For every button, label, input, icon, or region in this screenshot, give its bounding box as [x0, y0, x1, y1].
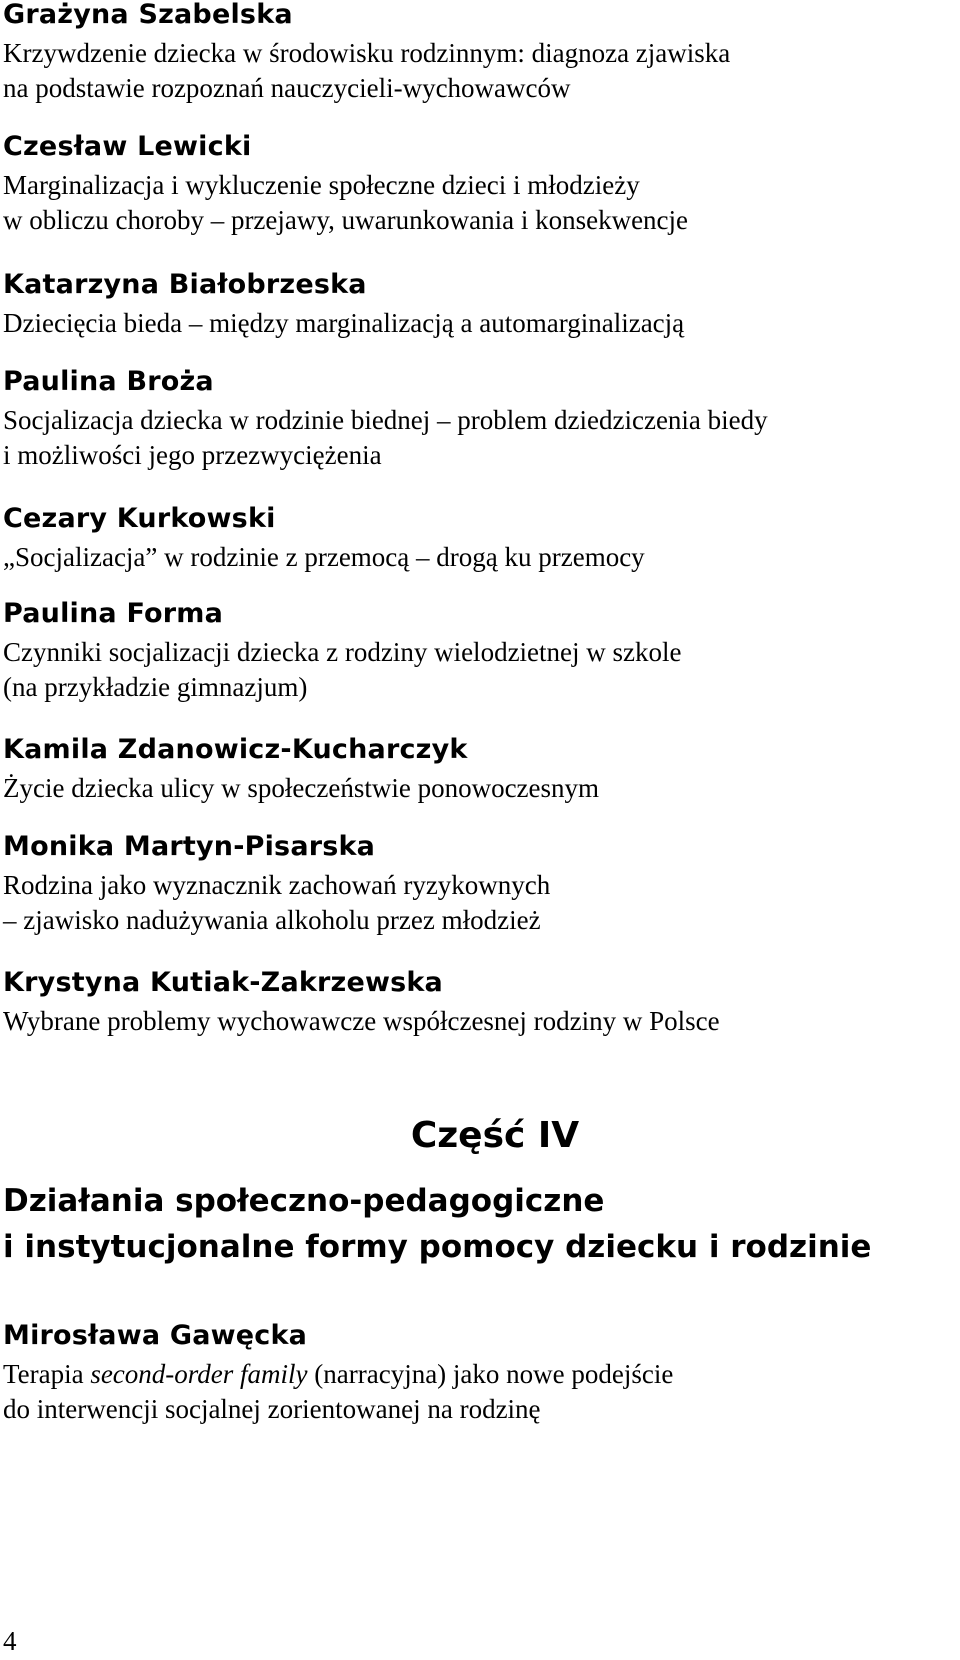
entry-title-line: w obliczu choroby – przejawy, uwarunkowania i konsekwencje [3, 205, 689, 235]
toc-entry-forma [3, 597, 943, 705]
entry-title-line: Socjalizacja dziecka w rodzinie biednej – problem dziedziczenia biedy [3, 405, 768, 435]
entry-author: Grażyna Szabelska [3, 0, 293, 30]
entry-title [3, 868, 943, 938]
toc-entry-szabelska [3, 0, 943, 106]
part-heading: Część IV [410, 1115, 580, 1156]
entry-title-line: Krzywdzenie dziecka w środowisku rodzinnym: diagnoza zjawiska [3, 38, 731, 68]
entry-author: Krystyna Kutiak-Zakrzewska [3, 967, 443, 998]
toc-entry-broza [3, 365, 943, 473]
entry-author: Katarzyna Białobrzeska [3, 269, 367, 300]
entry-title-line: Życie dziecka ulicy w społeczeństwie ponowoczesnym [3, 773, 600, 803]
entry-title [3, 1357, 943, 1427]
toc-entry-martyn-pisarska [3, 830, 943, 938]
entry-title [3, 635, 943, 705]
entry-title-line: – zjawisko nadużywania alkoholu przez młodzież [3, 905, 541, 935]
toc-entry-zdanowicz-kucharczyk [3, 733, 943, 806]
entry-author: Paulina Forma [3, 598, 224, 629]
entry-title-line: „Socjalizacja” w rodzinie z przemocą – drogą ku przemocy [3, 542, 645, 572]
entry-title-line: Czynniki socjalizacji dziecka z rodziny wielodzietnej w szkole [3, 637, 682, 667]
entry-title [3, 403, 943, 473]
entry-title [3, 771, 943, 806]
entry-author: Mirosława Gawęcka [3, 1320, 308, 1351]
section-title-line: Działania społeczno-pedagogiczne [3, 1183, 605, 1219]
entry-title-line [3, 1357, 943, 1392]
entry-title-line: Marginalizacja i wykluczenie społeczne dzieci i młodzieży [3, 170, 640, 200]
entry-title-line: (na przykładzie gimnazjum) [3, 672, 308, 702]
entry-title [3, 1004, 943, 1039]
entry-title-line: Rodzina jako wyznacznik zachowań ryzykownych [3, 870, 551, 900]
entry-author: Monika Martyn-Pisarska [3, 831, 376, 862]
toc-entry-kurkowski [3, 502, 943, 575]
title-italic-text: second-order family [90, 1359, 308, 1389]
entry-title [3, 540, 943, 575]
entry-title [3, 306, 943, 341]
entry-title-line: Dziecięcia bieda – między marginalizacją a automarginalizacją [3, 308, 685, 338]
entry-author: Cezary Kurkowski [3, 503, 276, 534]
toc-entry-lewicki [3, 130, 943, 238]
entry-title [3, 36, 943, 106]
section-title [3, 1178, 943, 1270]
toc-entry-kutiak-zakrzewska [3, 966, 943, 1039]
entry-author: Kamila Zdanowicz-Kucharczyk [3, 734, 468, 765]
title-text: Terapia [3, 1359, 91, 1389]
title-text: (narracyjna) jako nowe podejście [307, 1359, 674, 1389]
entry-title-line: do interwencji socjalnej zorientowanej na rodzinę [3, 1394, 541, 1424]
page-number: 4 [3, 1626, 17, 1656]
toc-entry-bialobrzeska [3, 268, 943, 341]
toc-entry-gawecka [3, 1319, 943, 1427]
entry-author: Paulina Broża [3, 366, 214, 397]
entry-title-line: Wybrane problemy wychowawcze współczesnej rodziny w Polsce [3, 1006, 720, 1036]
section-title-line: i instytucjonalne formy pomocy dziecku i rodzinie [3, 1229, 872, 1265]
entry-author: Czesław Lewicki [3, 131, 252, 162]
entry-title [3, 168, 943, 238]
entry-title-line: i możliwości jego przezwyciężenia [3, 440, 382, 470]
entry-title-line: na podstawie rozpoznań nauczycieli-wychowawców [3, 73, 571, 103]
